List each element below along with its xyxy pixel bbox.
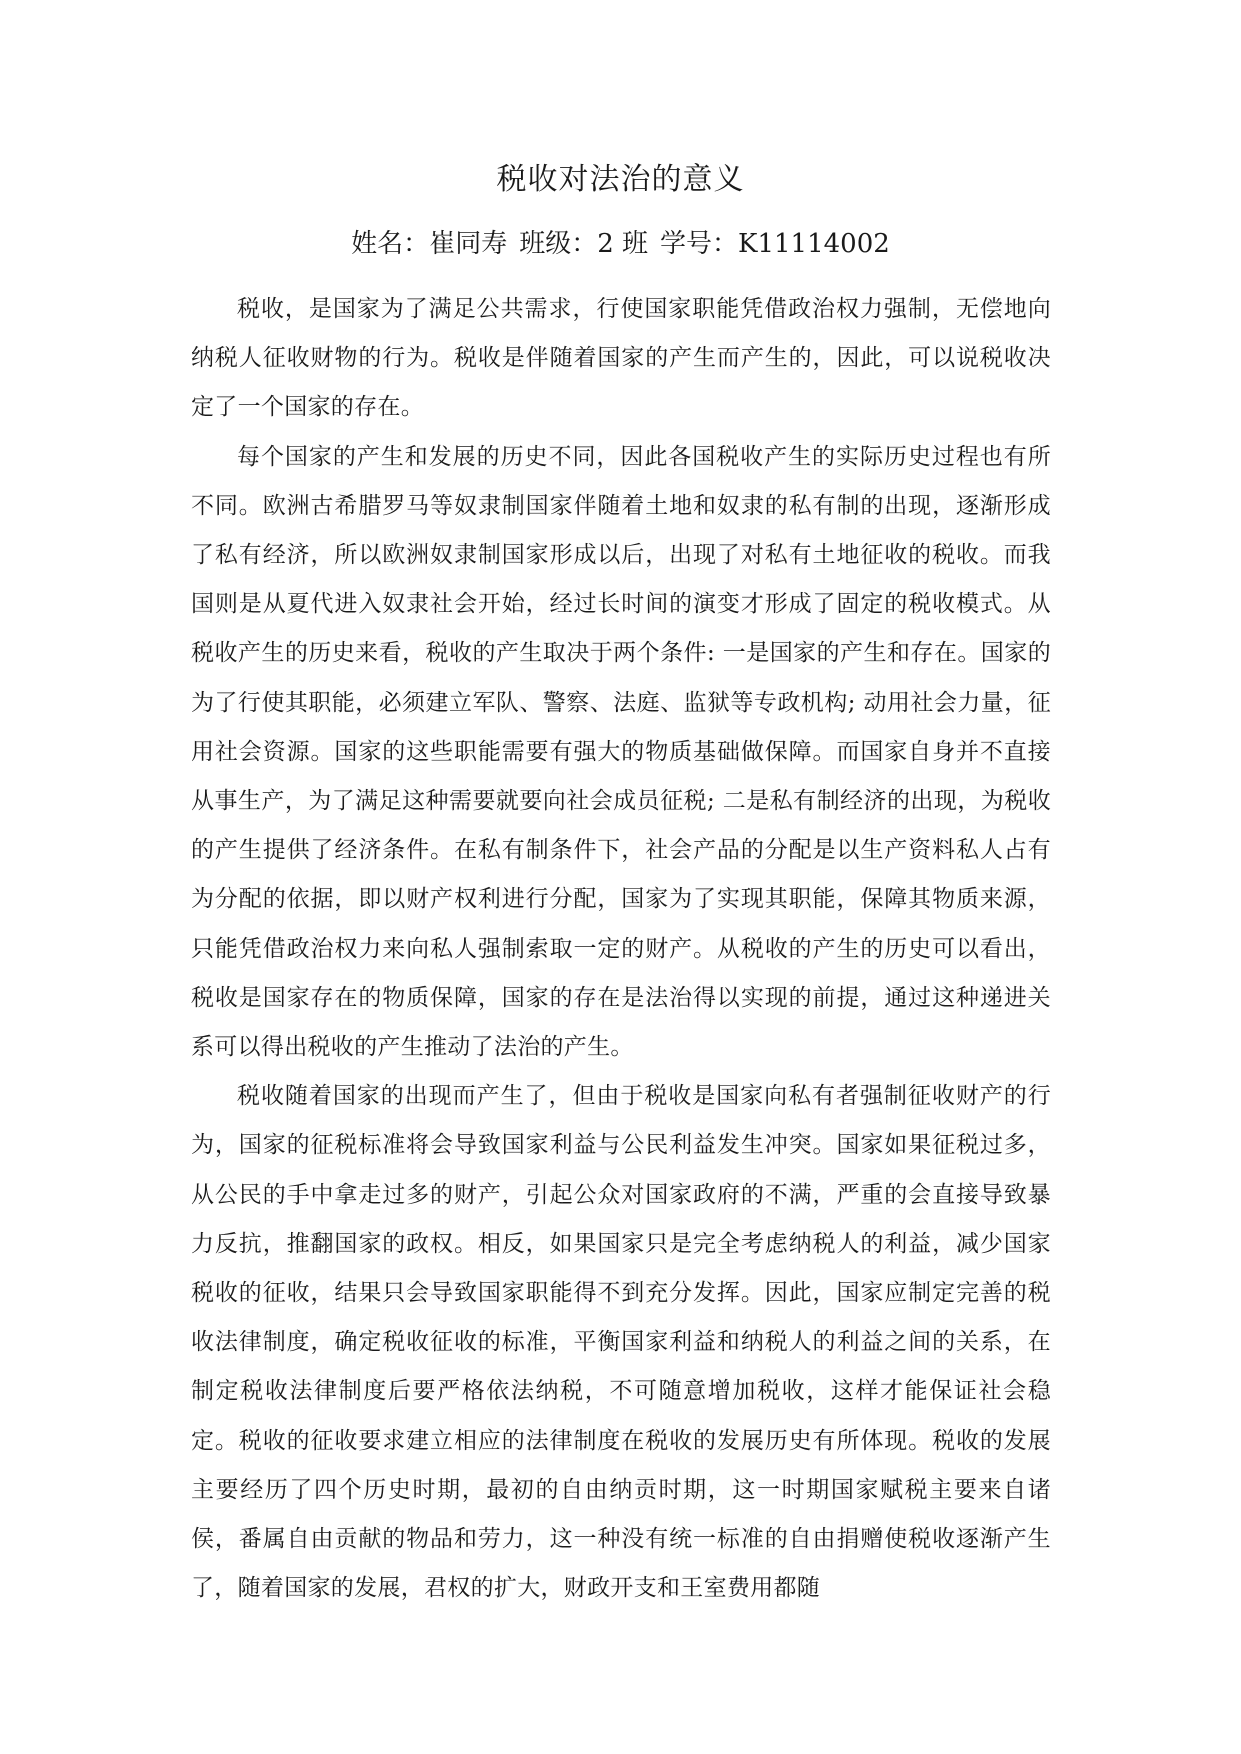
document-body <box>191 285 1051 1613</box>
author-name: 崔同寿 <box>429 229 508 259</box>
paragraph-2: 每个国家的产生和发展的历史不同，因此各国税收产生的实际历史过程也有所不同。欧洲古希腊罗马等奴隶制国家伴随着土地和奴隶的私有制的出现，逐渐形成了私有经济，所以欧洲奴隶制国家形成以后，出现了对私有土地征收的税收。而我国则是从夏代进入奴隶社会开始，经过长时间的演变才形成了固定的税收模式。从税收产生的历史来看，税收的产生取决于两个条件: 一是国家的产生和存在。国家的为了行使其职能，必须建立军队、警察、法庭、监狱等专政机构; 动用社会力量，征用社会资源。国家的这些职能需要有强大的物质基础做保障。而国家自身并不直接从事生产，为了满足这种需要就要向社会成员征税; 二是私有制经济的出现，为税收的产生提供了经济条件。在私有制条件下，社会产品的分配是以生产资料私人占有为分配的依据，即以财产权利进行分配，国家为了实现其职能，保障其物质来源，只能凭借政治权力来向私人强制索取一定的财产。从税收的产生的历史可以看出，税收是国家存在的物质保障，国家的存在是法治得以实现的前提，通过这种递进关系可以得出税收的产生推动了法治的产生。 <box>191 443 1051 1061</box>
author-info <box>0 226 1241 262</box>
student-id: K11114002 <box>738 229 890 259</box>
class-value: 2 班 <box>597 229 649 259</box>
document-title: 税收对法治的意义 <box>496 162 745 197</box>
paragraph-3: 税收随着国家的出现而产生了，但由于税收是国家向私有者强制征收财产的行为，国家的征税标准将会导致国家利益与公民利益发生冲突。国家如果征税过多，从公民的手中拿走过多的财产，引起公众对国家政府的不满，严重的会直接导致暴力反抗，推翻国家的政权。相反，如果国家只是完全考虑纳税人的利益，减少国家税收的征收，结果只会导致国家职能得不到充分发挥。因此，国家应制定完善的税收法律制度，确定税收征收的标准，平衡国家利益和纳税人的利益之间的关系，在制定税收法律制度后要严格依法纳税，不可随意增加税收，这样才能保证社会稳定。税收的征收要求建立相应的法律制度在税收的发展历史有所体现。税收的发展主要经历了四个历史时期，最初的自由纳贡时期，这一时期国家赋税主要来自诸侯，番属自由贡献的物品和劳力，这一种没有统一标准的自由捐赠使税收逐渐产生了，随着国家的发展，君权的扩大，财政开支和王室费用都随 <box>191 1083 1051 1602</box>
paragraph-1: 税收，是国家为了满足公共需求，行使国家职能凭借政治权力强制，无偿地向纳税人征收财物的行为。税收是伴随着国家的产生而产生的，因此，可以说税收决定了一个国家的存在。 <box>191 296 1051 421</box>
student-id-label: 学号： <box>660 229 739 259</box>
name-label: 姓名： <box>351 229 430 259</box>
class-label: 班级： <box>519 229 598 259</box>
